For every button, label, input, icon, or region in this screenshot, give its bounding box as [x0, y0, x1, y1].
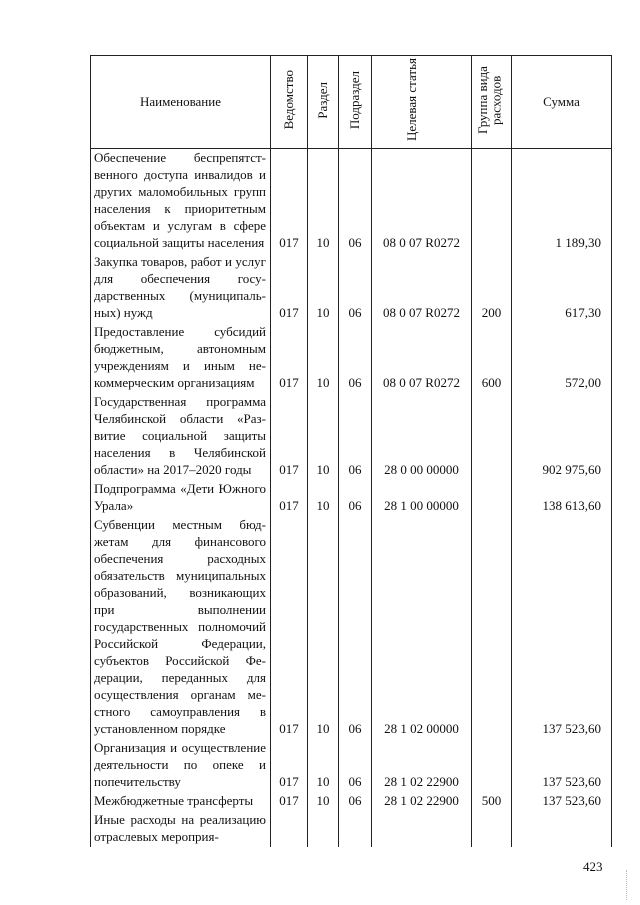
header-vedomstvo: Ведомство	[271, 56, 308, 149]
row-summa: 617,30	[512, 253, 612, 323]
table-row	[91, 253, 612, 323]
scan-edge-mark	[626, 870, 630, 900]
table-row	[91, 480, 612, 516]
row-gruppa	[472, 480, 512, 516]
row-name: Подпрограмма «Дети Южного Урала»	[91, 480, 271, 516]
table-row	[91, 323, 612, 393]
table-row	[91, 149, 612, 254]
row-razdel: 10	[308, 739, 339, 792]
row-podrazdel: 06	[339, 323, 372, 393]
row-podrazdel	[339, 811, 372, 847]
row-razdel: 10	[308, 480, 339, 516]
row-razdel: 10	[308, 323, 339, 393]
row-vedomstvo: 017	[271, 516, 308, 739]
row-celevaya: 08 0 07 R0272	[372, 149, 472, 254]
header-name: Наименование	[91, 56, 271, 149]
row-name: Предоставление субсидий бюджетным, автономным учреждениям и иным некоммерческим организациям	[91, 323, 271, 393]
row-name: Иные расходы на реализацию отраслевых мероприя-	[91, 811, 271, 847]
header-celevaya: Целевая статья	[372, 56, 472, 149]
table-row	[91, 393, 612, 480]
row-podrazdel: 06	[339, 393, 372, 480]
row-razdel: 10	[308, 516, 339, 739]
row-summa: 902 975,60	[512, 393, 612, 480]
row-gruppa	[472, 516, 512, 739]
row-razdel: 10	[308, 792, 339, 811]
row-gruppa: 600	[472, 323, 512, 393]
row-podrazdel: 06	[339, 480, 372, 516]
row-celevaya: 28 1 00 00000	[372, 480, 472, 516]
row-podrazdel: 06	[339, 739, 372, 792]
row-name: Обеспечение беспрепятственного доступа инвалидов и других маломобильных групп населения к приоритетным объектам и услугам в сфере социальной защиты населения	[91, 149, 271, 254]
row-podrazdel: 06	[339, 792, 372, 811]
row-summa: 572,00	[512, 323, 612, 393]
page-number: 423	[583, 859, 603, 874]
row-vedomstvo: 017	[271, 323, 308, 393]
row-celevaya: 08 0 07 R0272	[372, 323, 472, 393]
row-summa: 1 189,30	[512, 149, 612, 254]
row-gruppa	[472, 149, 512, 254]
row-gruppa	[472, 739, 512, 792]
header-razdel: Раздел	[308, 56, 339, 149]
header-gruppa: Группа вида расходов	[472, 56, 512, 149]
header-row	[91, 56, 612, 149]
row-razdel: 10	[308, 253, 339, 323]
row-vedomstvo	[271, 811, 308, 847]
row-summa	[512, 811, 612, 847]
row-gruppa	[472, 811, 512, 847]
row-vedomstvo: 017	[271, 480, 308, 516]
row-celevaya: 28 1 02 22900	[372, 792, 472, 811]
row-razdel: 10	[308, 393, 339, 480]
row-name: Организация и осуществление деятельности по опеке и попечительству	[91, 739, 271, 792]
table-row	[91, 739, 612, 792]
row-celevaya: 28 1 02 22900	[372, 739, 472, 792]
row-vedomstvo: 017	[271, 792, 308, 811]
table-row	[91, 792, 612, 811]
row-vedomstvo: 017	[271, 739, 308, 792]
row-vedomstvo: 017	[271, 393, 308, 480]
table-row	[91, 516, 612, 739]
table-row	[91, 811, 612, 847]
row-summa: 138 613,60	[512, 480, 612, 516]
row-celevaya: 28 1 02 00000	[372, 516, 472, 739]
row-summa: 137 523,60	[512, 792, 612, 811]
header-summa: Сумма	[512, 56, 612, 149]
row-name: Субвенции местным бюджетам для финансового обеспечения расходных обязательств муниципальных образований, возникающих при выполнении государственных полномочий Российской Федерации, субъектов Российской Федерации, переданных для осуществления органам местного самоуправления в установленном порядке	[91, 516, 271, 739]
row-name: Закупка товаров, работ и услуг для обеспечения государственных (муниципальных) нужд	[91, 253, 271, 323]
header-podrazdel: Подраздел	[339, 56, 372, 149]
row-summa: 137 523,60	[512, 516, 612, 739]
row-podrazdel: 06	[339, 149, 372, 254]
row-gruppa: 500	[472, 792, 512, 811]
row-celevaya: 08 0 07 R0272	[372, 253, 472, 323]
row-razdel: 10	[308, 149, 339, 254]
row-vedomstvo: 017	[271, 149, 308, 254]
row-podrazdel: 06	[339, 253, 372, 323]
row-razdel	[308, 811, 339, 847]
row-summa: 137 523,60	[512, 739, 612, 792]
row-name: Межбюджетные трансферты	[91, 792, 271, 811]
row-celevaya	[372, 811, 472, 847]
row-vedomstvo: 017	[271, 253, 308, 323]
row-gruppa: 200	[472, 253, 512, 323]
row-name: Государственная программа Челябинской области «Развитие социальной защиты населения в Челябинской области» на 2017–2020 годы	[91, 393, 271, 480]
budget-table	[90, 55, 612, 847]
row-gruppa	[472, 393, 512, 480]
row-podrazdel: 06	[339, 516, 372, 739]
row-celevaya: 28 0 00 00000	[372, 393, 472, 480]
